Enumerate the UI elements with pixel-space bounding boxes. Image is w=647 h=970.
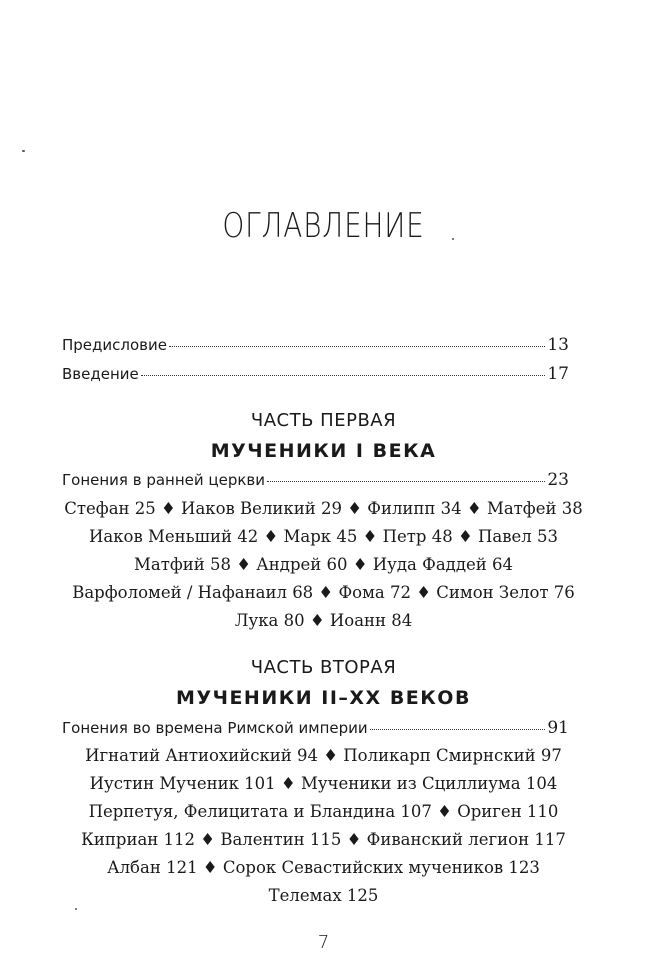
part-one-title: МУЧЕНИКИ I ВЕКА [210,440,437,462]
toc-entry-page: 91 [547,718,569,738]
part-two-title: МУЧЕНИКИ II–XX ВЕКОВ [176,687,471,709]
dot-leader [169,346,545,347]
toc-entry-label: Гонения во времена Римской империи [62,719,368,737]
martyr-list-line: Иустин Мученик 101 ♦ Мученики из Сциллиума 104 [89,774,558,793]
martyr-list-line: Албан 121 ♦ Сорок Севастийских мучеников 123 [107,858,540,877]
toc-entry-page: 23 [547,470,569,490]
toc-entry-label: Предисловие [62,336,167,354]
scan-speck [22,150,25,152]
martyr-list-line: Иаков Меньший 42 ♦ Марк 45 ♦ Петр 48 ♦ Павел 53 [88,527,558,546]
martyr-list-line: Киприан 112 ♦ Валентин 115 ♦ Фиванский легион 117 [81,830,566,849]
toc-entry-page: 17 [547,364,569,384]
toc-entry-label: Гонения в ранней церкви [62,471,265,489]
dot-leader [141,375,546,376]
dot-leader [267,481,545,482]
martyr-list-line: Лука 80 ♦ Иоанн 84 [234,611,413,630]
martyr-list-line: Варфоломей / Нафанаил 68 ♦ Фома 72 ♦ Симон Зелот 76 [72,583,575,602]
martyr-list-line: Игнатий Антиохийский 94 ♦ Поликарп Смирнский 97 [85,746,562,765]
page-number: 7 [317,932,330,953]
toc-entry-page: 13 [547,335,569,355]
part-two-label: ЧАСТЬ ВТОРАЯ [250,657,397,678]
martyr-list-line: Телемах 125 [268,886,379,905]
toc-entry-roman-empire [62,718,569,738]
scan-speck [75,908,77,910]
martyr-list-line: Стефан 25 ♦ Иаков Великий 29 ♦ Филипп 34 ♦ Матфей 38 [64,499,583,518]
dot-leader [370,729,546,730]
toc-entry-introduction [62,364,569,384]
toc-entry-early-church [62,470,569,490]
toc-entry-preface [62,335,569,355]
part-one-label: ЧАСТЬ ПЕРВАЯ [250,410,397,431]
martyr-list-line: Перпетуя, Фелицитата и Бландина 107 ♦ Ориген 110 [88,802,559,821]
toc-entry-label: Введение [62,365,139,383]
page-title: ОГЛАВЛЕНИЕ [222,206,425,246]
scan-speck [452,238,454,240]
martyr-list-line: Матфий 58 ♦ Андрей 60 ♦ Иуда Фаддей 64 [134,555,513,574]
